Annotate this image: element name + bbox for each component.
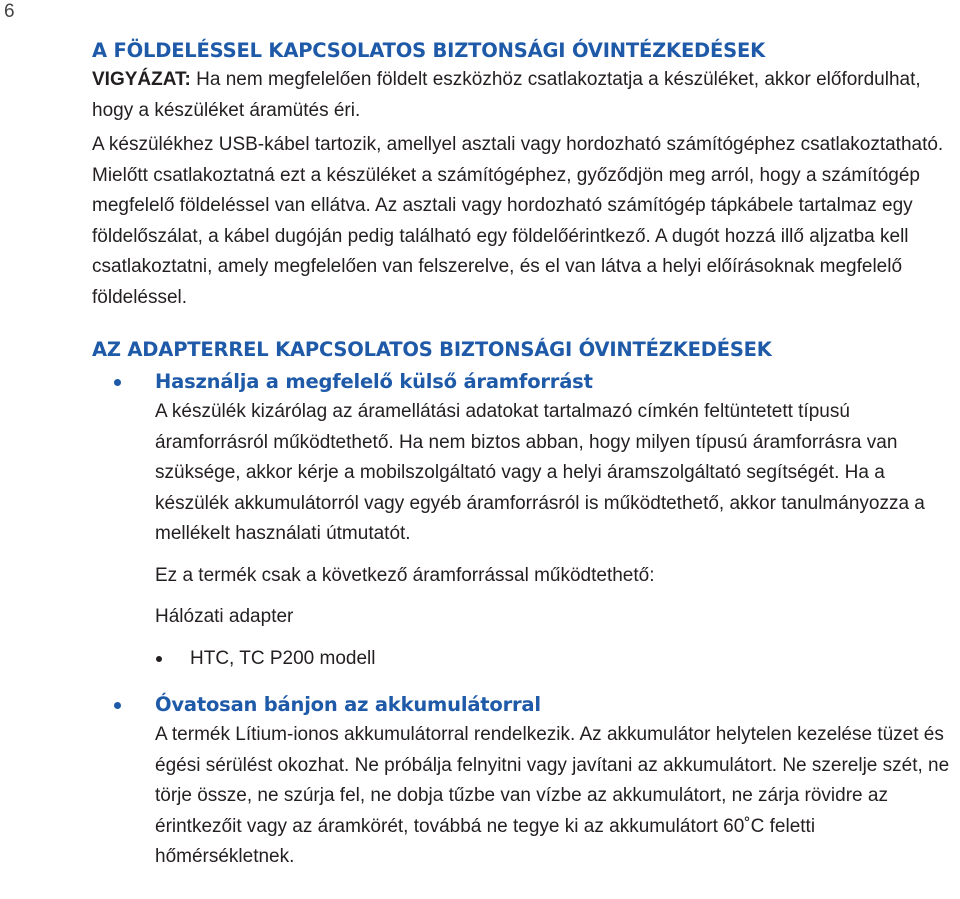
adapter-model-item xyxy=(155,644,958,675)
adapter-label: Hálózati adapter xyxy=(155,606,294,627)
bullet-icon xyxy=(114,702,121,709)
adapter-safety-heading: AZ ADAPTERREL KAPCSOLATOS BIZTONSÁGI ÓVINTÉZKEDÉSEK xyxy=(92,338,772,361)
page-number: 6 xyxy=(4,1,15,22)
product-power-line: Ez a termék csak a következő áramforrással működtethető: xyxy=(155,564,655,586)
grounding-safety-heading: A FÖLDELÉSSEL KAPCSOLATOS BIZTONSÁGI ÓVINTÉZKEDÉSEK xyxy=(92,39,766,62)
battery-title: Óvatosan bánjon az akkumulátorral xyxy=(155,693,541,716)
warning-label: VIGYÁZAT: xyxy=(92,69,191,90)
battery-text: A termék Lítium-ionos akkumulátorral rendelkezik. Az akkumulátor helytelen kezelése tüzet és égési sérülést okozhat. Ne próbálja felnyitni vagy javítani az akkumulátort. Ne szerelje szét, ne törje össze, ne szúrja fel, ne dobja tűzbe van vízbe az akkumulátort, ne zárja rövidre az érintkezőit vagy az áramkörét, továbbá ne tegye ki az akkumulátort 60˚C feletti hőmérsékletnek. xyxy=(155,724,950,867)
warning-paragraph xyxy=(92,65,958,126)
battery-bullet xyxy=(92,690,958,873)
bullet-icon xyxy=(114,379,121,386)
power-source-title: Használja a megfelelő külső áramforrást xyxy=(155,370,593,393)
document-body xyxy=(92,36,958,873)
adapter-model: HTC, TC P200 modell xyxy=(190,647,376,669)
grounding-body-paragraph: A készülékhez USB-kábel tartozik, amellyel asztali vagy hordozható számítógéphez csatlakoztatható. Mielőtt csatlakoztatná ezt a készüléket a számítógéphez, győződjön meg arról, hogy a számítógép megfelelő földeléssel van ellátva. Az asztali vagy hordozható számítógép tápkábele tartalmaz egy földelőszálat, a kábel dugóján pedig található egy földelőérintkező. A dugót hozzá illő aljzatba kell csatlakoztatni, amely megfelelően van felszerelve, és el van látva a helyi előírásoknak megfelelő földeléssel. xyxy=(92,134,944,308)
bullet-icon xyxy=(156,656,162,662)
power-source-bullet xyxy=(92,367,958,674)
power-source-text: A készülék kizárólag az áramellátási adatokat tartalmazó címkén feltüntetett típusú áramforrásról működtethető. Ha nem biztos abban, hogy milyen típusú áramforrásra van szüksége, akkor kérje a mobilszolgáltató vagy a helyi áramszolgáltató segítségét. Ha a készülék akkumulátorról vagy egyéb áramforrásról is működtethető, akkor tanulmányozza a mellékelt használati útmutatót. xyxy=(155,401,925,544)
warning-text: Ha nem megfelelően földelt eszközhöz csatlakoztatja a készüléket, akkor előfordulhat, hogy a készüléket áramütés éri. xyxy=(92,69,921,121)
